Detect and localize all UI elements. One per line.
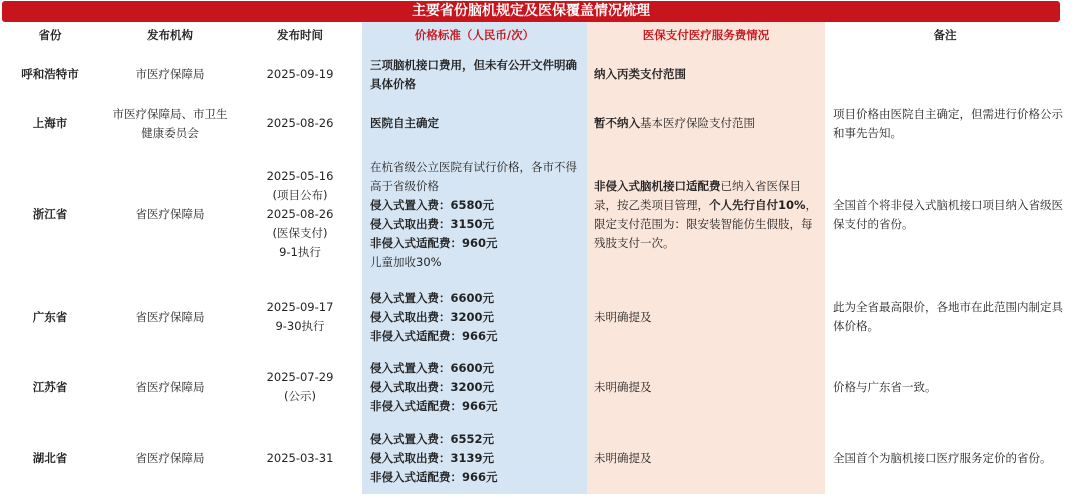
row-agency: 市医疗保障局、市卫生健康委员会 [112,107,228,140]
row-price-text [370,359,582,416]
row-agency: 省医疗保障局 [135,451,205,465]
header-agency: 发布机构 [147,28,193,42]
row-insurance: 纳入丙类支付范围 [594,67,686,81]
insurance-rest: 基本医疗保险支付范围 [640,116,755,130]
date-line: 2025-08-26 [266,207,334,221]
price-line: 非侵入式适配费：960元 [370,236,498,250]
row-price-text: 医院自主确定 [370,116,439,130]
price-line: 非侵入式适配费：966元 [370,470,498,484]
date-line: 2025-09-17 [266,300,334,314]
row-insurance: 未明确提及 [594,310,652,324]
date-line: (医保支付) [272,226,328,240]
row-price-text: 三项脑机接口费用，但未有公开文件明确具体价格 [370,58,577,91]
row-agency: 省医疗保障局 [135,380,205,394]
date-line: 9-1执行 [279,245,321,259]
row-notes: 全国首个将非侵入式脑机接口项目纳入省级医保支付的省份。 [833,198,1063,231]
row-price-text [370,158,582,272]
row-province: 广东省 [32,310,68,324]
header-notes: 备注 [933,28,957,42]
price-intro: 在杭省级公立医院有试行价格，各市不得高于省级价格 [370,160,577,193]
insurance-bold: 非侵入式脑机接口适配费 [594,179,721,193]
row-province: 湖北省 [32,451,68,465]
row-notes: 价格与广东省一致。 [833,380,937,394]
price-line: 侵入式取出费：3139元 [370,451,495,465]
row-insurance: 未明确提及 [594,451,652,465]
row-date [240,368,360,406]
date-line: 9-30执行 [275,319,325,333]
row-province: 浙江省 [32,207,68,221]
row-province: 呼和浩特市 [21,67,79,81]
row-date [240,167,360,262]
insurance-column-background [587,22,825,494]
row-notes: 项目价格由医院自主确定，但需进行价格公示和事先告知。 [833,107,1063,140]
row-province: 上海市 [32,116,68,130]
price-line: 侵入式置入费：6552元 [370,432,495,446]
price-extra: 儿童加收30% [370,255,442,269]
price-line: 侵入式取出费：3200元 [370,310,495,324]
price-line: 侵入式置入费：6600元 [370,361,495,375]
row-date: 2025-08-26 [266,116,334,130]
row-agency: 市医疗保障局 [135,67,205,81]
date-line: (公示) [284,389,316,403]
row-insurance [594,114,819,133]
price-line: 侵入式置入费：6600元 [370,291,495,305]
row-price-text [370,430,582,487]
row-date: 2025-03-31 [266,451,334,465]
insurance-rest: ，限定支付范围为：限安装智能仿生假肢，每残肢支付一次。 [594,198,818,250]
price-line: 侵入式取出费：3150元 [370,217,495,231]
table-title: 主要省份脑机规定及医保覆盖情况梳理 [2,1,1060,22]
insurance-bold: 个人先行自付10% [709,198,806,212]
header-price: 价格标准（人民币/次） [414,28,535,42]
price-line: 侵入式置入费：6580元 [370,198,495,212]
insurance-bold: 暂不纳入 [594,116,640,130]
date-line: 2025-05-16 [266,169,334,183]
row-agency: 省医疗保障局 [135,207,205,221]
row-insurance [594,177,822,253]
row-date [240,298,360,336]
date-line: (项目公布) [272,188,328,202]
date-line: 2025-07-29 [266,370,334,384]
header-insurance: 医保支付医疗服务费情况 [642,28,770,42]
row-notes: 此为全省最高限价，各地市在此范围内制定具体价格。 [833,300,1063,333]
row-notes: 全国首个为脑机接口医疗服务定价的省份。 [833,451,1052,465]
row-insurance: 未明确提及 [594,380,652,394]
row-date: 2025-09-19 [266,67,334,81]
header-province: 省份 [38,28,62,42]
price-line: 侵入式取出费：3200元 [370,380,495,394]
row-price-text [370,289,582,346]
price-line: 非侵入式适配费：966元 [370,399,498,413]
price-line: 非侵入式适配费：966元 [370,329,498,343]
header-date: 发布时间 [277,28,323,42]
insurance-mid: 已纳入省医保目录，按乙类项目管理， [594,179,801,212]
row-agency: 省医疗保障局 [135,310,205,324]
row-province: 江苏省 [32,380,68,394]
